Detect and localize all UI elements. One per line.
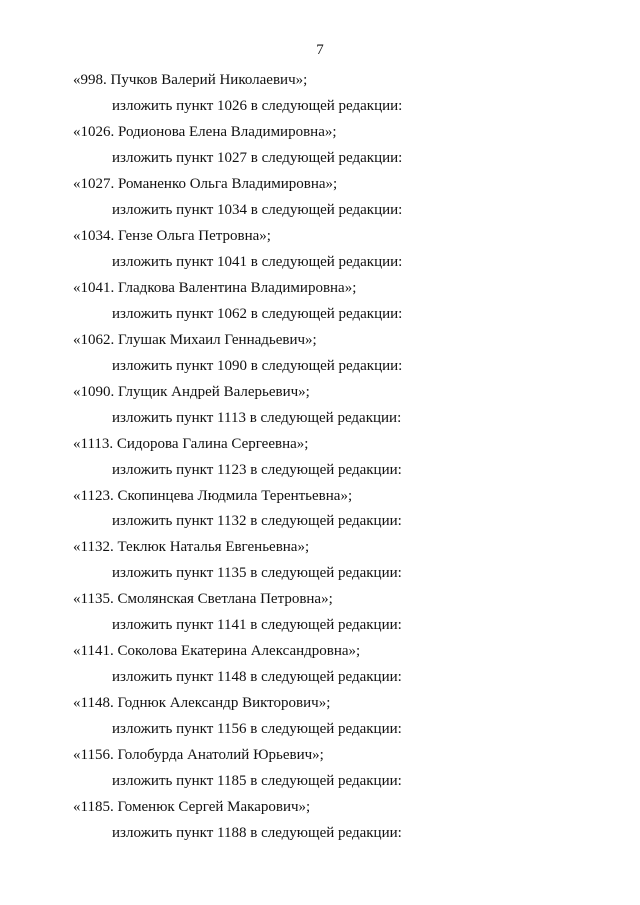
entry-line: «1026. Родионова Елена Владимировна»;	[73, 123, 337, 140]
instruction-line: изложить пункт 1041 в следующей редакции:	[112, 253, 403, 270]
instruction-line: изложить пункт 1062 в следующей редакции:	[112, 305, 403, 322]
instruction-line: изложить пункт 1156 в следующей редакции:	[112, 721, 402, 738]
entry-line: «1062. Глушак Михаил Геннадьевич»;	[73, 331, 317, 348]
entry-line: «1123. Скопинцева Людмила Терентьевна»;	[73, 487, 353, 504]
instruction-line: изложить пункт 1141 в следующей редакции:	[112, 617, 402, 634]
instruction-line: изложить пункт 1034 в следующей редакции:	[112, 201, 403, 218]
entry-line: «1148. Годнюк Александр Викторович»;	[73, 695, 331, 712]
amendment-list	[0, 70, 640, 849]
instruction-line: изложить пункт 1027 в следующей редакции:	[112, 149, 403, 166]
instruction-line: изложить пункт 1132 в следующей редакции:	[112, 513, 402, 530]
entry-line: «1027. Романенко Ольга Владимировна»;	[73, 175, 338, 192]
entry-line: «1113. Сидорова Галина Сергеевна»;	[73, 435, 309, 452]
entry-line: «1185. Гоменюк Сергей Макарович»;	[73, 799, 311, 816]
instruction-line: изложить пункт 1135 в следующей редакции:	[112, 565, 402, 582]
instruction-line: изложить пункт 1113 в следующей редакции:	[112, 409, 402, 426]
entry-line: «1141. Соколова Екатерина Александровна»;	[73, 643, 361, 660]
page-number: 7	[316, 42, 324, 58]
instruction-line: изложить пункт 1123 в следующей редакции:	[112, 461, 402, 478]
entry-line: «1090. Глущик Андрей Валерьевич»;	[73, 383, 310, 400]
entry-line: «998. Пучков Валерий Николаевич»;	[73, 72, 308, 88]
entry-line: «1132. Теклюк Наталья Евгеньевна»;	[73, 539, 310, 556]
instruction-line: изложить пункт 1185 в следующей редакции:	[112, 773, 402, 790]
instruction-line: изложить пункт 1148 в следующей редакции:	[112, 669, 402, 686]
instruction-line: изложить пункт 1090 в следующей редакции:	[112, 357, 403, 374]
instruction-line: изложить пункт 1026 в следующей редакции:	[112, 97, 403, 114]
entry-line: «1034. Гензе Ольга Петровна»;	[73, 227, 271, 244]
entry-line: «1135. Смолянская Светлана Петровна»;	[73, 591, 333, 608]
entry-line: «1041. Гладкова Валентина Владимировна»;	[73, 279, 357, 296]
entry-line: «1156. Голобурда Анатолий Юрьевич»;	[73, 747, 324, 764]
instruction-line: изложить пункт 1188 в следующей редакции:	[112, 825, 402, 842]
